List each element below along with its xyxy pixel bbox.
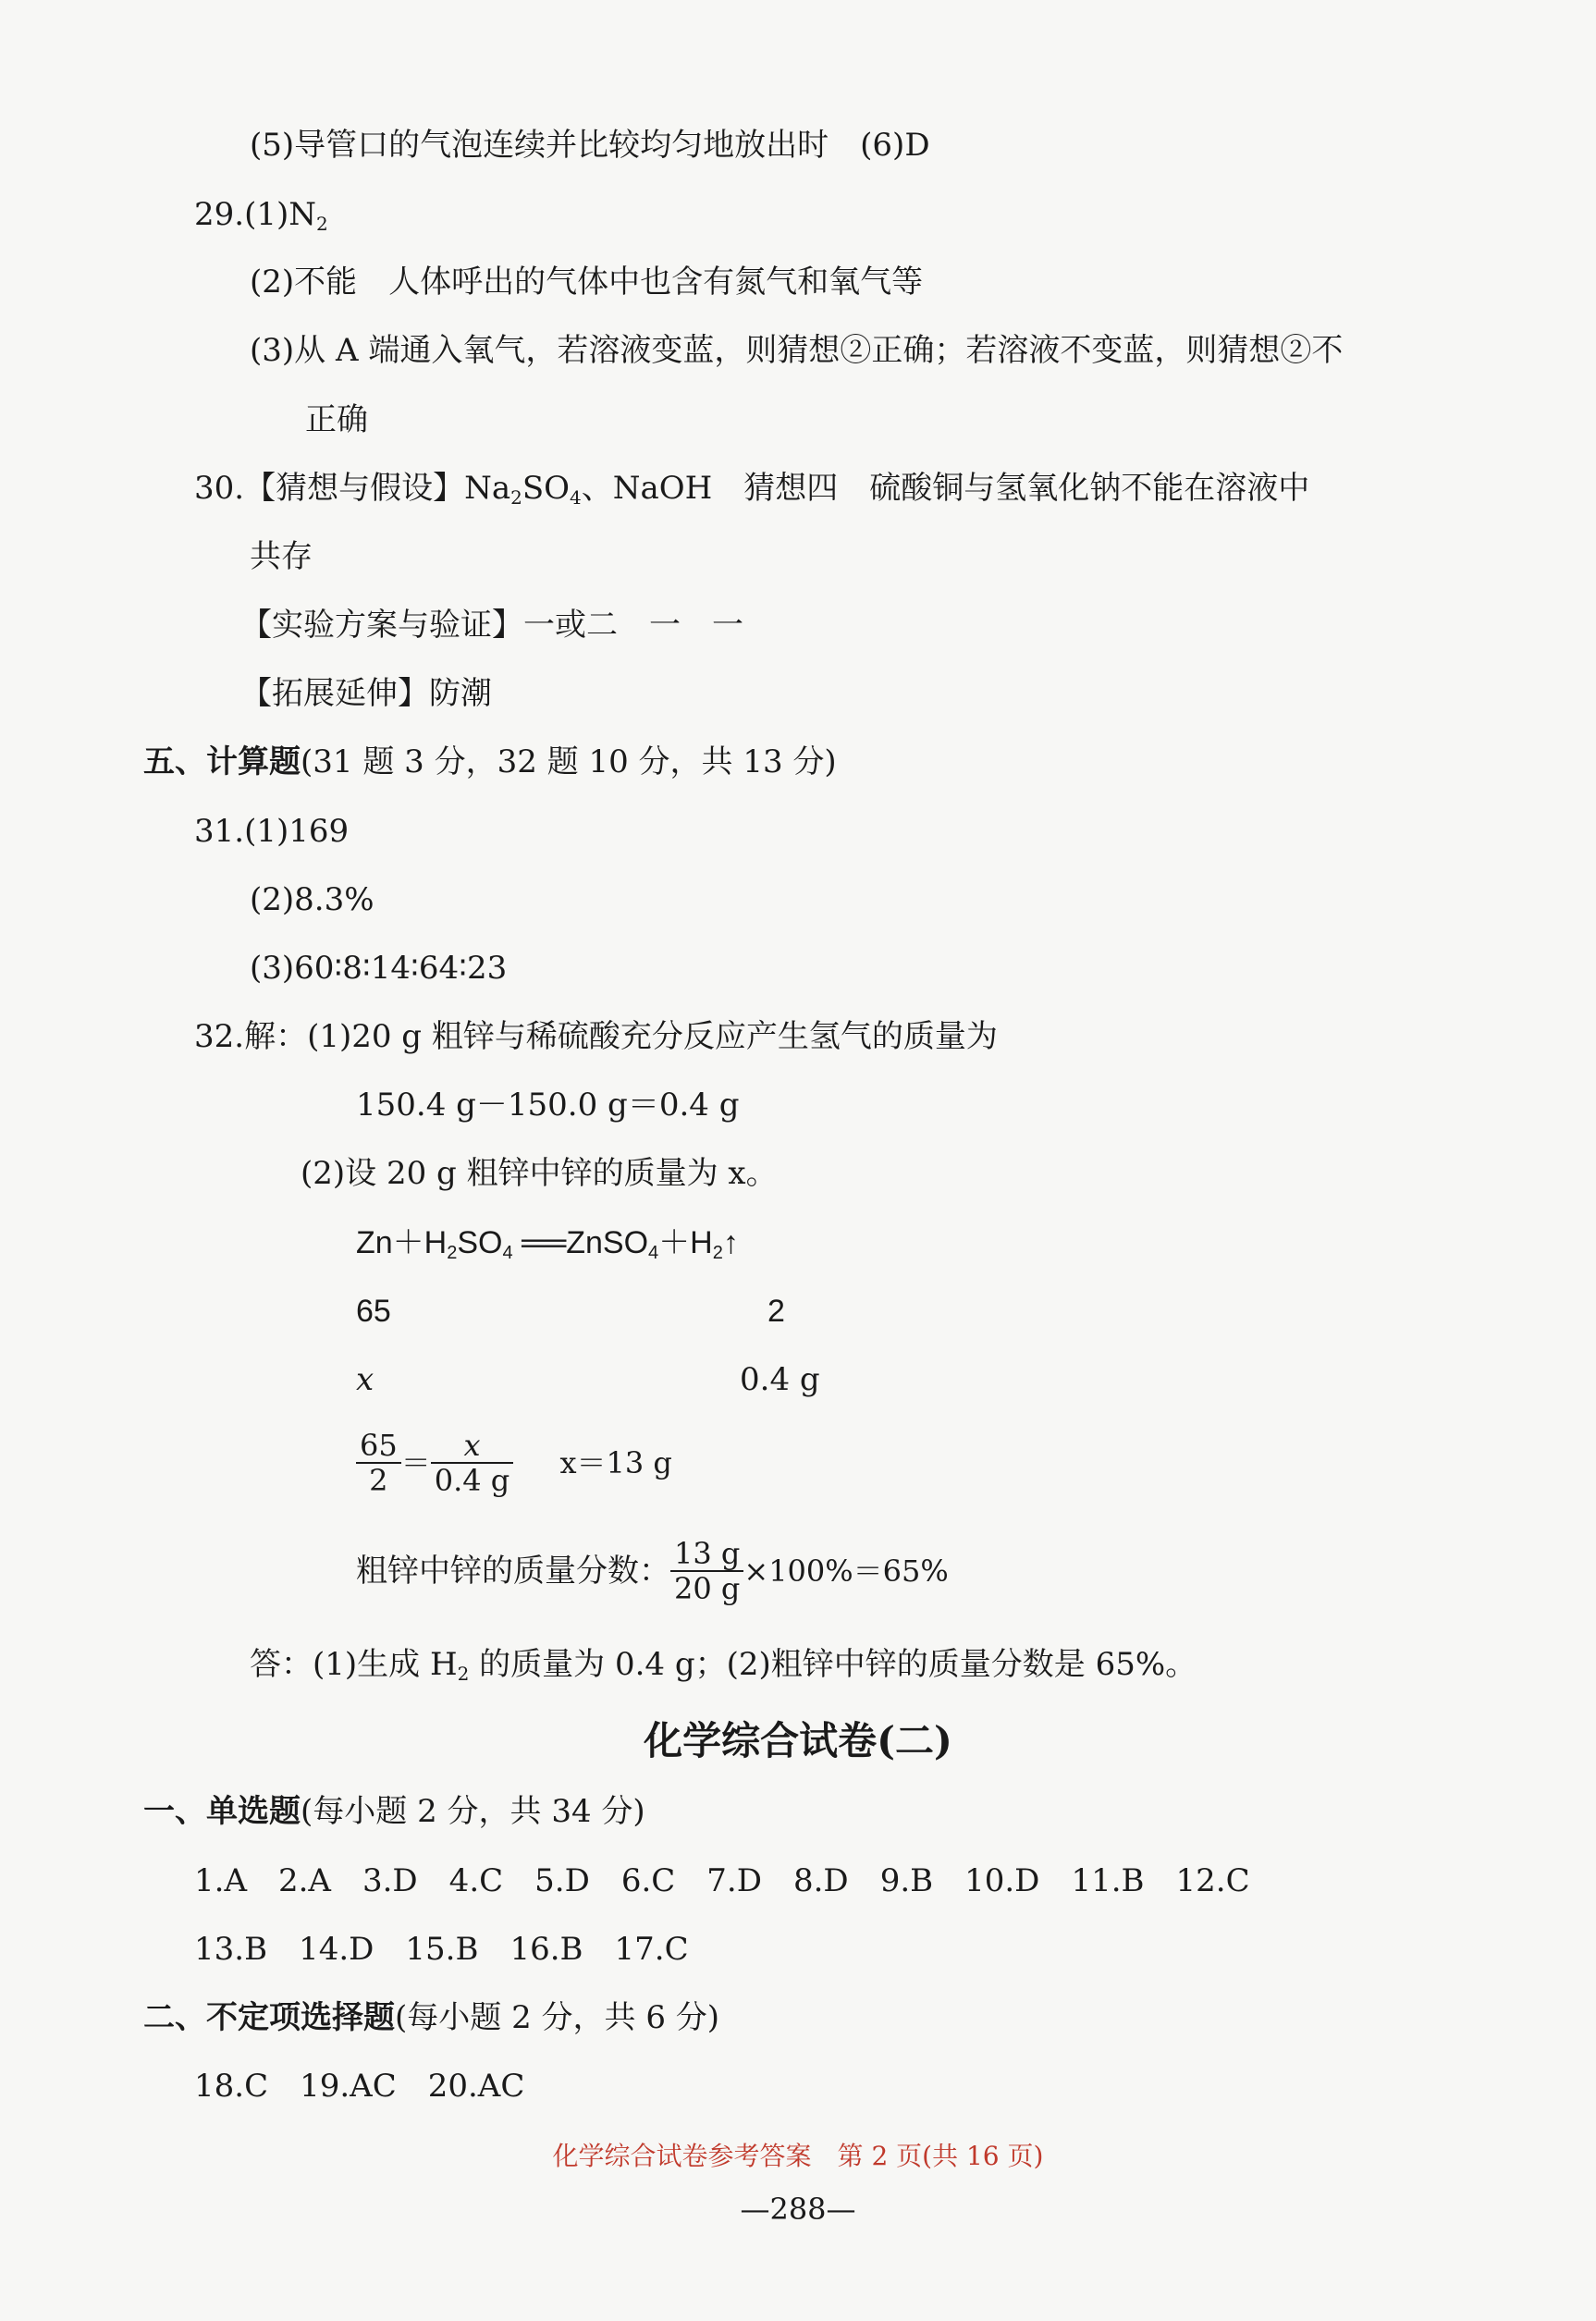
text: 【拓展延伸】防潮	[240, 675, 492, 712]
text: SO	[457, 1225, 503, 1260]
text: SO	[522, 470, 570, 507]
equals: ＝	[400, 1445, 431, 1480]
answer-28-5-6	[250, 125, 930, 166]
answer-29-3-cont	[305, 399, 368, 440]
answer-30-experiment	[240, 605, 743, 645]
answer-29-1	[194, 194, 328, 235]
page-number: —288—	[740, 2192, 856, 2227]
subscript: 2	[457, 1663, 470, 1685]
ratio-row-2-right	[740, 1359, 820, 1400]
text: (2)8.3%	[250, 881, 374, 918]
text: 0.4 g	[740, 1361, 820, 1398]
final-answer	[250, 1644, 1197, 1685]
text: (2)设 20 g 粗锌中锌的质量为 x。	[301, 1155, 778, 1192]
section-1-answers-row-1	[194, 1860, 1250, 1901]
section-note: (每小题 2 分，共 34 分)	[301, 1793, 645, 1830]
text: 共存	[250, 538, 313, 575]
answer-32-2	[301, 1153, 778, 1194]
text: 18.C 19.AC 20.AC	[194, 2068, 525, 2105]
text: 29.(1)N	[194, 196, 316, 233]
answer-30-cont	[250, 536, 313, 577]
text: 答：(1)生成 H	[250, 1646, 458, 1683]
text: ×100%＝65%	[743, 1553, 949, 1589]
answer-30-extension	[240, 673, 492, 714]
fraction	[356, 1429, 401, 1497]
text: 的质量为 0.4 g；(2)粗锌中锌的质量分数是 65%。	[469, 1646, 1197, 1683]
text: Zn＋H	[356, 1225, 448, 1260]
answer-31-2	[250, 879, 374, 920]
subscript: 4	[502, 1243, 513, 1263]
subscript: 2	[712, 1243, 723, 1263]
section-note: (每小题 2 分，共 6 分)	[395, 1999, 720, 2036]
mass-fraction	[356, 1537, 949, 1605]
ratio-row-1-right	[767, 1291, 785, 1332]
denominator: 2	[369, 1463, 388, 1498]
text: (3)从 A 端通入氧气，若溶液变蓝，则猜想②正确；若溶液不变蓝，则猜想②不	[250, 332, 1344, 369]
subscript: 2	[510, 486, 522, 509]
section-2-heading	[143, 1997, 719, 2038]
text: 13.B 14.D 15.B 16.B 17.C	[194, 1931, 689, 1968]
page-footer: 化学综合试卷参考答案 第 2 页(共 16 页)	[552, 2141, 1044, 2171]
section-label: 一、单选题	[143, 1793, 301, 1830]
numerator: x	[431, 1429, 514, 1464]
section-2-answers-row-1	[194, 2066, 524, 2106]
x-result: x＝13 g	[559, 1445, 672, 1480]
denominator: 0.4 g	[434, 1463, 510, 1498]
text: 30.【猜想与假设】Na	[194, 470, 511, 507]
text: 1.A 2.A 3.D 4.C 5.D 6.C 7.D 8.D 9.B 10.D 11.B 12.C	[194, 1862, 1250, 1899]
ratio-row-2-left	[356, 1359, 374, 1400]
answer-32-1	[194, 1016, 998, 1057]
chemical-equation	[356, 1222, 739, 1263]
text: x	[356, 1361, 374, 1398]
text: 正确	[305, 401, 368, 438]
text: 150.4 g－150.0 g＝0.4 g	[356, 1087, 740, 1124]
text: 2	[767, 1294, 785, 1329]
text: 31.(1)169	[194, 813, 350, 850]
subscript: 4	[570, 486, 582, 509]
section-1-heading	[143, 1791, 645, 1832]
page-title: 化学综合试卷(二)	[644, 1718, 952, 1763]
label: 粗锌中锌的质量分数：	[356, 1553, 670, 1590]
denominator: 20 g	[674, 1571, 741, 1606]
fraction	[431, 1429, 514, 1497]
text: 、NaOH 猜想四 硫酸铜与氢氧化钠不能在溶液中	[581, 470, 1310, 507]
answer-30-hypothesis	[194, 468, 1309, 509]
text: 【实验方案与验证】一或二 一 一	[240, 607, 743, 644]
numerator: 13 g	[670, 1537, 743, 1572]
section-1-answers-row-2	[194, 1929, 689, 1970]
text: 65	[356, 1294, 391, 1329]
text: ↑	[722, 1225, 739, 1260]
section-label: 二、不定项选择题	[143, 1999, 395, 2036]
fraction	[670, 1537, 743, 1605]
answer-29-3	[250, 330, 1343, 371]
text: ＋H	[658, 1225, 713, 1260]
answer-32-1-calc	[356, 1085, 739, 1125]
subscript: 2	[447, 1243, 458, 1263]
text: (3)60∶8∶14∶64∶23	[250, 950, 508, 987]
answer-31-3	[250, 948, 507, 989]
section-label: 五、计算题	[143, 743, 301, 780]
text: (5)导管口的气泡连续并比较均匀地放出时 (6)D	[250, 127, 930, 164]
numerator: 65	[356, 1429, 401, 1464]
subscript: 2	[315, 213, 328, 235]
answer-29-2	[250, 262, 923, 302]
section-note: (31 题 3 分，32 题 10 分，共 13 分)	[301, 743, 837, 780]
proportion-equation	[356, 1429, 672, 1497]
text: ══ZnSO	[512, 1225, 649, 1260]
answer-31-1	[194, 811, 349, 852]
text: 32.解：(1)20 g 粗锌与稀硫酸充分反应产生氢气的质量为	[194, 1018, 998, 1055]
section-5-heading	[143, 742, 837, 782]
subscript: 4	[648, 1243, 659, 1263]
text: (2)不能 人体呼出的气体中也含有氮气和氧气等	[250, 264, 924, 301]
ratio-row-1-left	[356, 1291, 391, 1332]
